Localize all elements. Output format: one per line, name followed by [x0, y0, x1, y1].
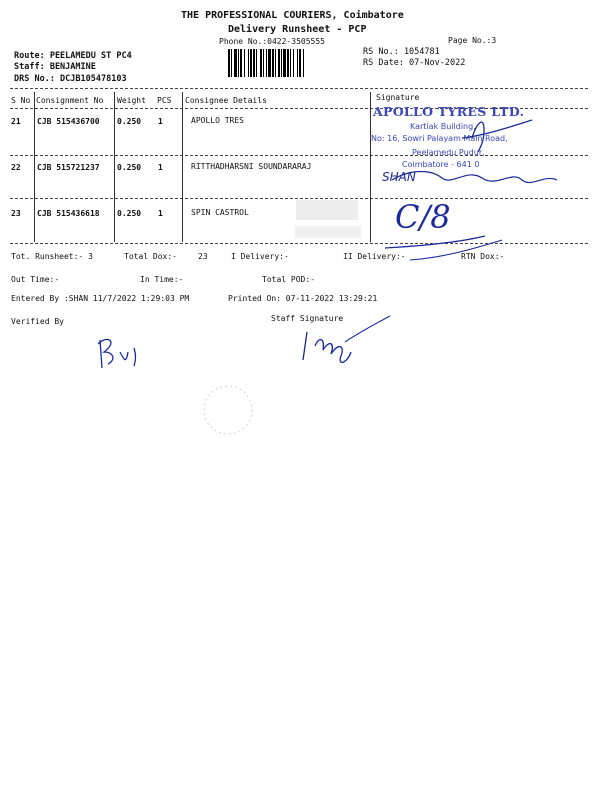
- header-weight: Weight: [117, 96, 146, 105]
- row-weight: 0.250: [117, 163, 142, 172]
- total-pod: Total POD:-: [262, 275, 315, 284]
- handwritten-signature-row1: [372, 108, 592, 198]
- in-time: In Time:-: [140, 275, 184, 284]
- row-weight: 0.250: [117, 209, 142, 218]
- header-sno: S No: [11, 96, 31, 105]
- rs-date: RS Date: 07-Nov-2022: [363, 58, 466, 68]
- stamp-line: Peelamedu Pudur,: [412, 148, 485, 157]
- stamp-line: No: 16, Sowri Palayam Main Road,: [371, 134, 508, 143]
- faint-stamp-mark: [296, 200, 358, 220]
- divider: [10, 198, 588, 199]
- divider: [10, 88, 588, 89]
- row-sno: 21: [11, 117, 21, 126]
- out-time: Out Time:-: [11, 275, 60, 284]
- verified-by: Verified By: [11, 317, 64, 326]
- row-sno: 22: [11, 163, 21, 172]
- row-consignee: APOLLO TRES: [191, 116, 244, 125]
- row-consignee: RITTHADHARSNI SOUNDARARAJ: [191, 162, 312, 171]
- handwritten-c8: C/8: [395, 198, 451, 236]
- row-consignee: SPIN CASTROL: [191, 208, 249, 217]
- staff-signature: [285, 312, 395, 372]
- barcode: [228, 49, 356, 77]
- rtn-dox: RTN Dox:-: [461, 252, 505, 261]
- column-separator: [370, 92, 371, 242]
- row-pcs: 1: [158, 117, 163, 126]
- page-number: Page No.:3: [448, 36, 497, 45]
- route-label: Route: PEELAMEDU ST PC4: [14, 51, 132, 61]
- header-consignment: Consignment No: [36, 96, 104, 105]
- header-signature: Signature: [376, 93, 420, 102]
- row-weight: 0.250: [117, 117, 142, 126]
- row-consignment: CJB 515721237: [37, 163, 100, 172]
- i-delivery: I Delivery:-: [231, 252, 289, 261]
- row-pcs: 1: [158, 209, 163, 218]
- stamp-line: Kartiak Building,: [410, 122, 476, 131]
- column-separator: [34, 92, 35, 242]
- total-runsheet: Tot. Runsheet:- 3: [11, 252, 93, 261]
- faint-stamp-mark: [295, 226, 361, 238]
- document-subtitle: Delivery Runsheet - PCP: [228, 24, 367, 35]
- total-dox-label: Total Dox:-: [124, 252, 177, 261]
- row-consignment: CJB 515436618: [37, 209, 100, 218]
- printed-on: Printed On: 07-11-2022 13:29:21: [228, 294, 378, 303]
- ii-delivery: II Delivery:-: [343, 252, 406, 261]
- staff-signature-label: Staff Signature: [271, 314, 344, 323]
- entered-by: Entered By :SHAN 11/7/2022 1:29:03 PM: [11, 294, 190, 303]
- faint-round-stamp: [198, 380, 258, 440]
- stamp-company: APOLLO TYRES LTD.: [373, 104, 525, 119]
- handwritten-initials: SHAN: [382, 170, 416, 184]
- total-dox-value: 23: [198, 252, 208, 261]
- phone-number: Phone No.:0422-3505555: [219, 37, 325, 46]
- pen-stroke: [370, 236, 510, 266]
- row-sno: 23: [11, 209, 21, 218]
- header-consignee: Consignee Details: [185, 96, 267, 105]
- column-separator: [114, 92, 115, 242]
- row-consignment: CJB 515436700: [37, 117, 100, 126]
- staff-label: Staff: BENJAMINE: [14, 62, 96, 72]
- rs-number: RS No.: 1054781: [363, 47, 440, 57]
- verified-signature: [90, 330, 150, 375]
- company-name: THE PROFESSIONAL COURIERS, Coimbatore: [181, 10, 404, 21]
- header-pcs: PCS: [157, 96, 172, 105]
- stamp-line: Coimbatore - 641 0: [402, 160, 480, 169]
- row-pcs: 1: [158, 163, 163, 172]
- drs-number: DRS No.: DCJB105478103: [14, 74, 127, 84]
- column-separator: [182, 92, 183, 242]
